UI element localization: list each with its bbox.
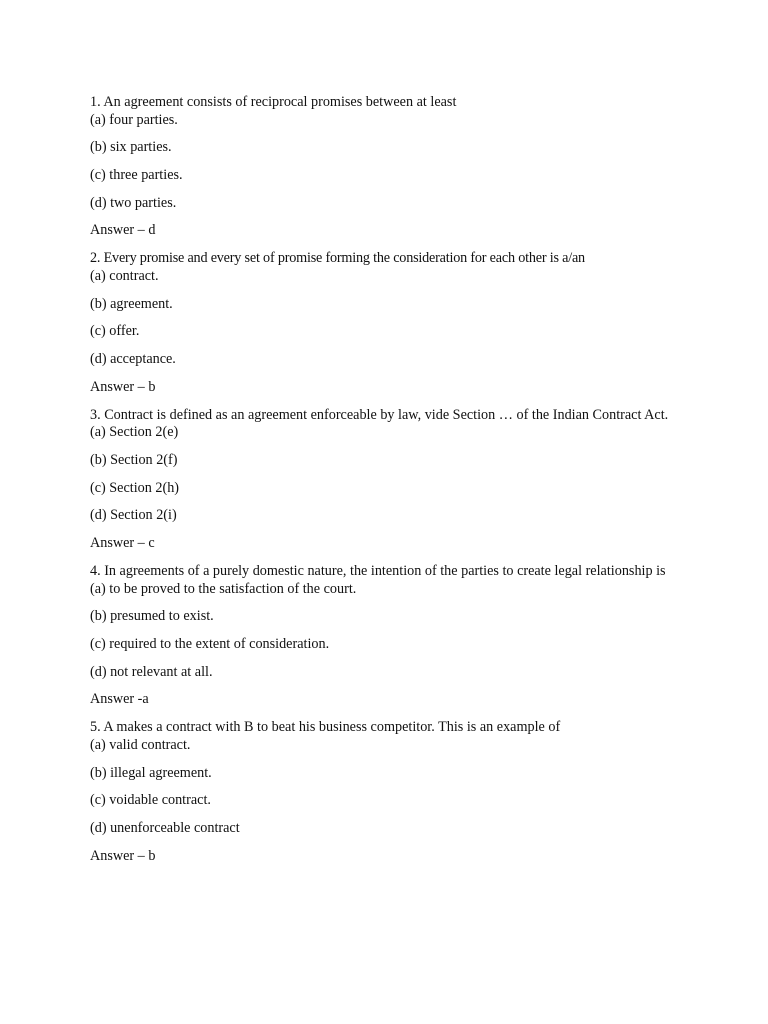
option-a: (a) valid contract.	[90, 736, 191, 753]
option-d: (d) Section 2(i)	[90, 507, 177, 524]
quiz-document	[90, 94, 690, 876]
option-b: (b) six parties.	[90, 139, 172, 156]
option-c: (c) Section 2(h)	[90, 479, 180, 496]
option-d: (d) not relevant at all.	[90, 663, 213, 680]
option-b: (b) Section 2(f)	[90, 451, 178, 468]
answer: Answer – c	[90, 534, 155, 551]
option-b: (b) agreement.	[90, 295, 173, 312]
question-5	[90, 719, 690, 865]
option-c: (c) three parties.	[90, 166, 183, 183]
question-text: 5. A makes a contract with B to beat his business competitor. This is an example of	[90, 719, 561, 736]
option-b: (b) illegal agreement.	[90, 764, 212, 781]
option-d: (d) two parties.	[90, 194, 177, 211]
answer: Answer – b	[90, 378, 156, 395]
question-text: 1. An agreement consists of reciprocal promises between at least	[90, 94, 457, 110]
question-2	[90, 250, 690, 396]
option-a: (a) to be proved to the satisfaction of the court.	[90, 580, 357, 597]
option-b: (b) presumed to exist.	[90, 608, 214, 625]
option-a: (a) four parties.	[90, 111, 178, 128]
question-4	[90, 563, 690, 709]
question-text: 4. In agreements of a purely domestic nature, the intention of the parties to create legal relationship is	[90, 563, 666, 580]
question-3	[90, 407, 690, 553]
option-a: (a) contract.	[90, 267, 159, 284]
answer: Answer – d	[90, 222, 156, 239]
answer: Answer – b	[90, 847, 156, 864]
option-c: (c) required to the extent of consideration.	[90, 635, 330, 652]
option-d: (d) acceptance.	[90, 350, 176, 367]
option-c: (c) offer.	[90, 323, 140, 340]
question-text: 3. Contract is defined as an agreement enforceable by law, vide Section … of the Indian Contract Act.	[90, 406, 669, 423]
question-1	[90, 94, 690, 240]
option-c: (c) voidable contract.	[90, 792, 211, 809]
answer: Answer -a	[90, 691, 149, 708]
option-a: (a) Section 2(e)	[90, 424, 179, 441]
question-text: 2. Every promise and every set of promise forming the consideration for each other is a/an	[90, 250, 585, 267]
option-d: (d) unenforceable contract	[90, 819, 240, 836]
